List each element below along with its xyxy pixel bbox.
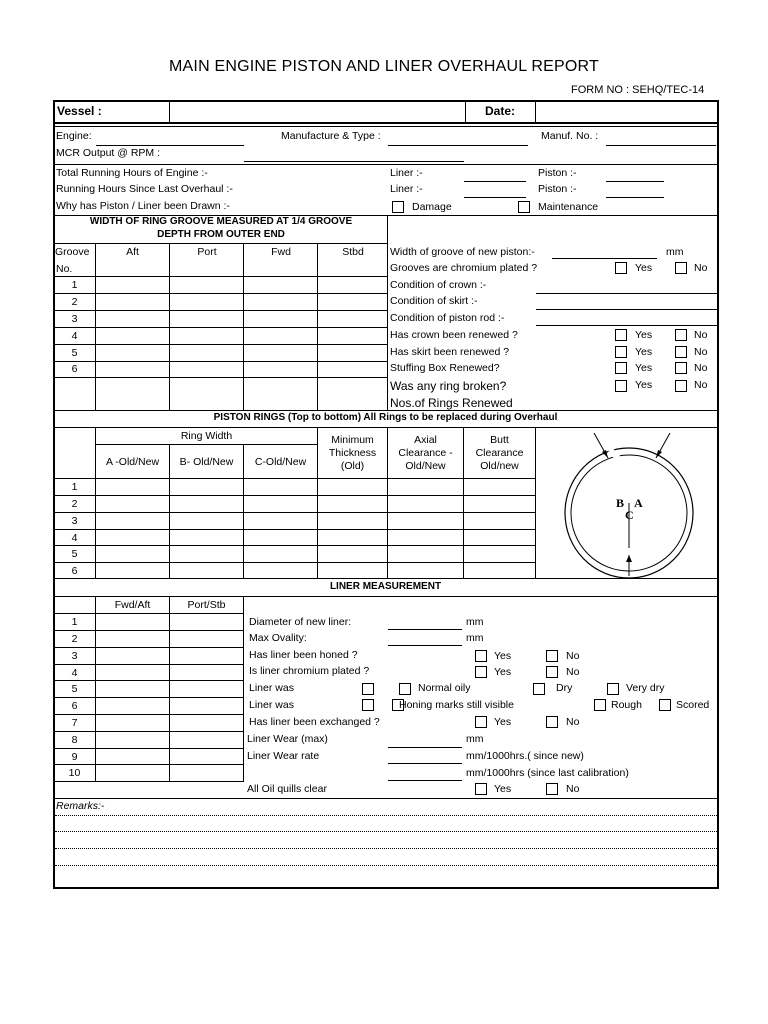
mcr-field[interactable] [244,161,464,162]
frame-top [53,100,719,102]
page-title: MAIN ENGINE PISTON AND LINER OVERHAUL REPORT [169,58,599,75]
stuffing-yes-checkbox[interactable] [615,362,627,374]
ring-row: 6 [71,565,78,577]
rule [53,164,719,165]
yes-label: Yes [494,716,512,728]
liner-chrome-yes-checkbox[interactable] [475,666,487,678]
rule [95,596,96,781]
liner-row: 3 [71,650,78,662]
rod-field[interactable] [536,325,717,326]
frame-bottom [53,887,719,889]
col-axial-2: Clearance - [398,447,453,459]
col-fwd-aft: Fwd/Aft [114,599,151,611]
no-label: No [694,379,708,391]
no-label: No [566,650,580,662]
col-butt-2: Clearance [475,447,524,459]
col-a: A -Old/New [105,456,160,468]
rule [53,243,388,244]
groove-width-field[interactable] [552,258,657,259]
liner-row: 1 [71,616,78,628]
q-skirt: Condition of skirt :- [390,295,478,307]
mm-unit: mm [466,733,484,745]
col-min-3: (Old) [340,460,365,472]
piston-hours-label: Piston :- [538,167,577,179]
maintenance-checkbox[interactable] [518,201,530,213]
rule [53,276,388,277]
q-liner-was-1: Liner was [249,682,294,694]
col-stbd: Stbd [342,246,364,258]
rule [465,100,466,122]
manufacture-label: Manufacture & Type : [281,130,381,142]
q-ring-broken: Was any ring broken? [390,379,507,393]
exchanged-yes-checkbox[interactable] [475,716,487,728]
groove-row: 1 [71,279,78,291]
exchanged-no-checkbox[interactable] [546,716,558,728]
q-wear-rate: Liner Wear rate [247,750,320,762]
liner-hours-field[interactable] [464,181,526,182]
rough-label: Rough [611,699,642,711]
groove-row: 4 [71,330,78,342]
skirt-field[interactable] [536,309,717,310]
rule [53,630,244,631]
chrome-no-checkbox[interactable] [675,262,687,274]
manufacture-field[interactable] [388,145,528,146]
q-stuffing: Stuffing Box Renewed? [390,362,500,374]
very-dry-checkbox[interactable] [607,683,619,695]
liner-hours-label: Liner :- [390,167,423,179]
liner-overhaul-label: Liner :- [390,183,423,195]
col-axial-1: Axial [414,434,437,446]
rule [53,495,536,496]
q-skirt-renewed: Has skirt been renewed ? [390,346,510,358]
broken-no-checkbox[interactable] [675,380,687,392]
yes-label: Yes [635,262,653,274]
manuf-no-field[interactable] [606,145,716,146]
q-crown: Condition of crown :- [390,279,487,291]
q-rod: Condition of piston rod :- [390,312,505,324]
yes-label: Yes [635,362,653,374]
since-overhaul-label: Running Hours Since Last Overhaul :- [56,183,233,195]
q-diameter: Diameter of new liner: [249,616,352,628]
mm-unit: mm [466,632,484,644]
remarks-line-1[interactable] [55,815,717,816]
rule [243,596,244,781]
rough-checkbox[interactable] [594,699,606,711]
mcr-label: MCR Output @ RPM : [56,147,161,159]
very-dry-label: Very dry [626,682,665,694]
crown-field[interactable] [536,293,717,294]
normal-oily-label: Normal oily [418,682,471,694]
yes-label: Yes [494,783,512,795]
ring-row: 2 [71,498,78,510]
rule [53,512,536,513]
remarks-line-2[interactable] [55,831,717,832]
why-drawn-label: Why has Piston / Liner been Drawn :- [56,200,230,212]
scored-checkbox[interactable] [659,699,671,711]
no-label: No [694,329,708,341]
rule [53,126,719,127]
q-exchanged: Has liner been exchanged ? [249,716,380,728]
q-rings-renewed: Nos.of Rings Renewed [390,396,513,410]
rule [535,100,536,122]
q-grooves-chrome: Grooves are chromium plated ? [390,262,538,274]
rule [53,529,536,530]
rule [53,361,388,362]
rule [53,781,244,782]
ring-gap [610,450,618,458]
groove-row: 6 [71,363,78,375]
q-ovality: Max Ovality: [249,632,307,644]
ring-row: 4 [71,532,78,544]
form-number: FORM NO : SEHQ/TEC-14 [571,84,705,96]
rule [53,647,244,648]
col-port: Port [197,246,217,258]
piston-ring-diagram [536,428,716,578]
no-label: No [566,666,580,678]
no-label: No [694,362,708,374]
rule [53,310,388,311]
dry-label: Dry [556,682,573,694]
liner-row: 2 [71,633,78,645]
rule [53,344,388,345]
rule [169,100,170,122]
yes-label: Yes [635,346,653,358]
maintenance-label: Maintenance [538,201,599,213]
col-min-2: Thickness [328,447,377,459]
stuffing-no-checkbox[interactable] [675,362,687,374]
groove-row: 2 [71,296,78,308]
col-b: B- Old/New [179,456,234,468]
rule [53,327,388,328]
rule [53,748,244,749]
col-c: C-Old/New [254,456,307,468]
rule [53,562,536,563]
vessel-label: Vessel : [57,104,102,118]
frame-right [717,100,719,889]
q-honed: Has liner been honed ? [249,649,358,661]
col-min-1: Minimum [331,434,374,446]
crown-renewed-yes-checkbox[interactable] [615,329,627,341]
rule [95,427,96,578]
ovality-field[interactable] [388,645,462,646]
diameter-field[interactable] [388,629,462,630]
no-label: No [566,783,580,795]
damage-label: Damage [412,201,452,213]
ring-row: 5 [71,548,78,560]
mm-unit: mm [666,246,684,258]
rule [53,293,388,294]
liner-row: 6 [71,700,78,712]
chrome-yes-checkbox[interactable] [615,262,627,274]
rule [53,410,719,411]
rule [53,798,719,799]
col-port-stb: Port/Stb [187,599,226,611]
col-butt-1: Butt [490,434,509,446]
liner-heading: LINER MEASUREMENT [329,581,442,592]
liner-row: 7 [71,717,78,729]
q-liner-was-2: Liner was [249,699,294,711]
liner-row: 5 [71,683,78,695]
rule [53,680,244,681]
liner-chrome-no-checkbox[interactable] [546,666,558,678]
q-liner-chrome: Is liner chromium plated ? [249,665,370,677]
skirt-renewed-yes-checkbox[interactable] [615,346,627,358]
liner-overhaul-field[interactable] [464,197,526,198]
rule [95,444,318,445]
diagram-label-c: C [625,508,634,522]
groove-heading-1: WIDTH OF RING GROOVE MEASURED AT 1/4 GROOVE [89,216,353,227]
q-oil-quills: All Oil quills clear [247,783,327,795]
engine-field[interactable] [96,145,244,146]
rule [53,613,244,614]
rule [53,764,244,765]
col-aft: Aft [126,246,139,258]
q-crown-renewed: Has crown been renewed ? [390,329,518,341]
honing-label: Honing marks still visible [399,699,514,711]
ring-width-header: Ring Width [180,430,233,442]
rule [53,545,536,546]
mm-unit: mm [466,616,484,628]
wear-max-field[interactable] [388,747,462,748]
rate-since-new: mm/1000hrs.( since new) [466,750,584,762]
q-groove-width: Width of groove of new piston:- [390,246,535,258]
ring-row: 1 [71,481,78,493]
remarks-label: Remarks:- [56,800,105,812]
q-wear-max: Liner Wear (max) [247,733,328,745]
groove-heading-2: DEPTH FROM OUTER END [157,229,285,240]
honed-no-checkbox[interactable] [546,650,558,662]
total-hours-label: Total Running Hours of Engine :- [56,167,208,179]
no-label: No [566,716,580,728]
rule [169,596,170,781]
liner-row: 4 [71,667,78,679]
rule [53,478,536,479]
honed-yes-checkbox[interactable] [475,650,487,662]
col-groove: Groove [55,246,90,258]
yes-label: Yes [494,650,512,662]
piston-overhaul-label: Piston :- [538,183,577,195]
yes-label: Yes [494,666,512,678]
no-label: No [694,262,708,274]
col-fwd: Fwd [271,246,291,258]
liner-row: 10 [68,767,81,779]
yes-label: Yes [635,329,653,341]
wear-rate-cal-field[interactable] [388,780,462,781]
engine-label: Engine: [56,130,92,142]
date-label: Date: [485,104,516,118]
rule [53,122,719,124]
piston-overhaul-field[interactable] [606,197,664,198]
broken-yes-checkbox[interactable] [615,380,627,392]
ring-row: 3 [71,515,78,527]
dry-checkbox[interactable] [533,683,545,695]
rule [53,664,244,665]
rule [53,377,388,378]
no-label: No [694,346,708,358]
skirt-renewed-no-checkbox[interactable] [675,346,687,358]
scored-label: Scored [676,699,710,711]
wear-rate-field[interactable] [388,763,462,764]
rule [387,215,388,410]
quills-yes-checkbox[interactable] [475,783,487,795]
damage-checkbox[interactable] [392,201,404,213]
piston-hours-field[interactable] [606,181,664,182]
diagram-label-a: A [634,496,643,510]
rule [53,596,719,597]
normal-oily-checkbox[interactable] [399,683,411,695]
groove-row: 3 [71,313,78,325]
arrow-c-head [626,555,632,562]
remarks-line-4[interactable] [55,865,717,866]
liner-row: 9 [71,751,78,763]
crown-renewed-no-checkbox[interactable] [675,329,687,341]
rule [53,578,719,579]
rule [53,731,244,732]
yes-label: Yes [635,379,653,391]
diagram-label-b: B [616,496,625,510]
rate-since-calibration: mm/1000hrs (since last calibration) [466,767,629,779]
liner-was-checkbox[interactable] [362,683,374,695]
rings-heading: PISTON RINGS (Top to bottom) All Rings to be replaced during Overhaul [213,412,558,423]
col-butt-3: Old/new [480,460,519,472]
quills-no-checkbox[interactable] [546,783,558,795]
rule [53,714,244,715]
groove-row: 5 [71,347,78,359]
col-axial-3: Old/New [405,460,446,472]
manuf-no-label: Manuf. No. : [541,130,599,142]
remarks-line-3[interactable] [55,848,717,849]
rule [53,697,244,698]
liner-row: 8 [71,734,78,746]
liner-was-2-checkbox[interactable] [362,699,374,711]
col-no: No. [56,263,73,275]
